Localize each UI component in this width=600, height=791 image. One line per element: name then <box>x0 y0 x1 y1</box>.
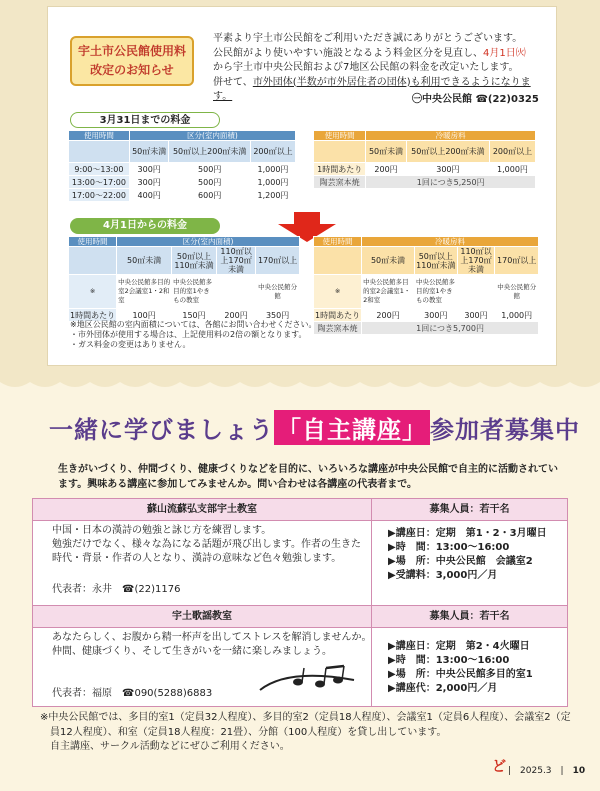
old-ac-table: 使用時間 冷暖房料 50㎡未満 50㎡以上200㎡未満 200㎡以上 1時間あたり 200円 300円 1,000円 陶芸窯本焼 1回につき5,250円 <box>313 130 536 189</box>
notice-title-line1: 宇土市公民館使用料 <box>77 44 186 58</box>
course-recruit: 募集人員：若干名 <box>372 606 567 628</box>
recruit-title: 一緒に学びましょう 「自主講座」 参加者募集中 <box>49 410 557 446</box>
notice-title-line2: 改定のお知らせ <box>90 63 174 77</box>
town-logo: ど <box>492 759 506 775</box>
notice-para: す。 <box>213 91 233 102</box>
notice-para: 平素より宇土市公民館をご利用いただき誠にありがとうございます。 <box>213 33 523 44</box>
course-details: ▶講座日：定期 第1・2・3月曜日 ▶時 間：13:00～16:00 ▶場 所：中央公民館 会議室2 ▶受講料：3,000円／月 <box>388 528 547 581</box>
notice-para: 併せて、市外団体(半数が市外居住者の団体)も利用できるようになりま <box>213 76 531 88</box>
notice-para: から宇土市中央公民館および7地区公民館の料金を改定いたします。 <box>213 62 519 73</box>
footnote: ※中央公民館では、多目的室1（定員32人程度）、多目的室2（定員18人程度）、会議室1（定員6人程度）、会議室2（定 員12人程度）、和室（定員18人程度：21畳）、分館（100人程度）を貸し出しています。 自主講座、サークル活動などにぜひご利用ください。 <box>40 712 571 752</box>
wave-divider <box>0 376 600 392</box>
fee-notes: ※地区公民館の室内面積については、各館にお問い合わせください。 ・市外団体が使用する場合は、上記使用料の2倍の額となります。 ・ガス料金の変更はありません。 <box>70 320 317 349</box>
page-footer: | 2025.3 | 10 <box>508 766 586 776</box>
new-fee-pill: 4月1日からの料金 <box>70 218 220 234</box>
notice-contact: ㊀中央公民館 ☎(22)0325 <box>412 94 539 105</box>
music-notes-icon <box>258 664 356 694</box>
course-desc: あなたらしく、お腹から精一杯声を出してストレスを解消しませんか。 仲間、健康づくり、そして生きがいを一緒に楽しみましょう。 <box>52 632 372 657</box>
course-desc: 中国・日本の漢詩の勉強と詠じ方を練習します。 勉強だけでなく、様々な為になる話題が飛び出します。作者の生きた 時代・背景・作者の人となり、漢詩の意味など色々勉強します。 <box>52 525 361 564</box>
notice-para: 公民館がより使いやすい施設となるよう料金区分を見直し、4月1日㈫ <box>213 47 526 59</box>
course-recruit: 募集人員：若干名 <box>372 499 567 521</box>
new-hall-table: 使用時間 区分(室内面積) 50㎡未満 50㎡以上110㎡未満 110㎡以上170㎡未満 170㎡以上 ※ 中央公民館多目的室2会議室1・2和室 中央公民館多目的室1やきもの教室 中央公民館分館 1時間あたり 100円 150円 200円 350円 <box>68 236 300 322</box>
old-hall-table: 使用時間 区分(室内面積) 50㎡未満 50㎡以上200㎡未満 200㎡以上 9:00～13:00 300円 500円 1,000円 13:00～17:00 300円 500円 1,000円 17:00～22:00 400円 600円 1,200円 <box>68 130 296 202</box>
notice-title <box>70 36 194 86</box>
course-contact: 代表者：福原 ☎090(5288)6883 <box>52 688 213 699</box>
old-fee-pill: 3月31日までの料金 <box>70 112 220 128</box>
course-details: ▶講座日：定期 第2・4火曜日 ▶時 間：13:00～16:00 ▶場 所：中央公民館多目的室1 ▶講座代：2,000円／月 <box>388 641 533 694</box>
course-name: 蘇山流蘇弘支部宇土教室 <box>33 499 371 521</box>
course-name: 宇土歌謡教室 <box>33 606 371 628</box>
recruit-intro: 生きがいづくり、仲間づくり、健康づくりなどを目的に、いろいろな講座が中央公民館で自主的に活動されてい ます。興味ある講座に参加してみませんか。問い合わせは各講座の代表者まで。 <box>58 464 558 490</box>
issue-date: 2025.3 <box>520 766 552 776</box>
course-contact: 代表者：永井 ☎(22)1176 <box>52 584 181 595</box>
page-number: 10 <box>572 766 586 776</box>
notice-date: 4月1日㈫ <box>483 47 526 59</box>
new-ac-table: 使用時間 冷暖房料 50㎡未満 50㎡以上110㎡未満 110㎡以上170㎡未満 170㎡以上 ※ 中央公民館多目的室2会議室1・2和室 中央公民館多目的室1やきもの教室 中央公民館分館 1時間あたり 200円 300円 300円 1,000円 陶芸窯本焼 1回につき5,700円 <box>313 236 539 335</box>
